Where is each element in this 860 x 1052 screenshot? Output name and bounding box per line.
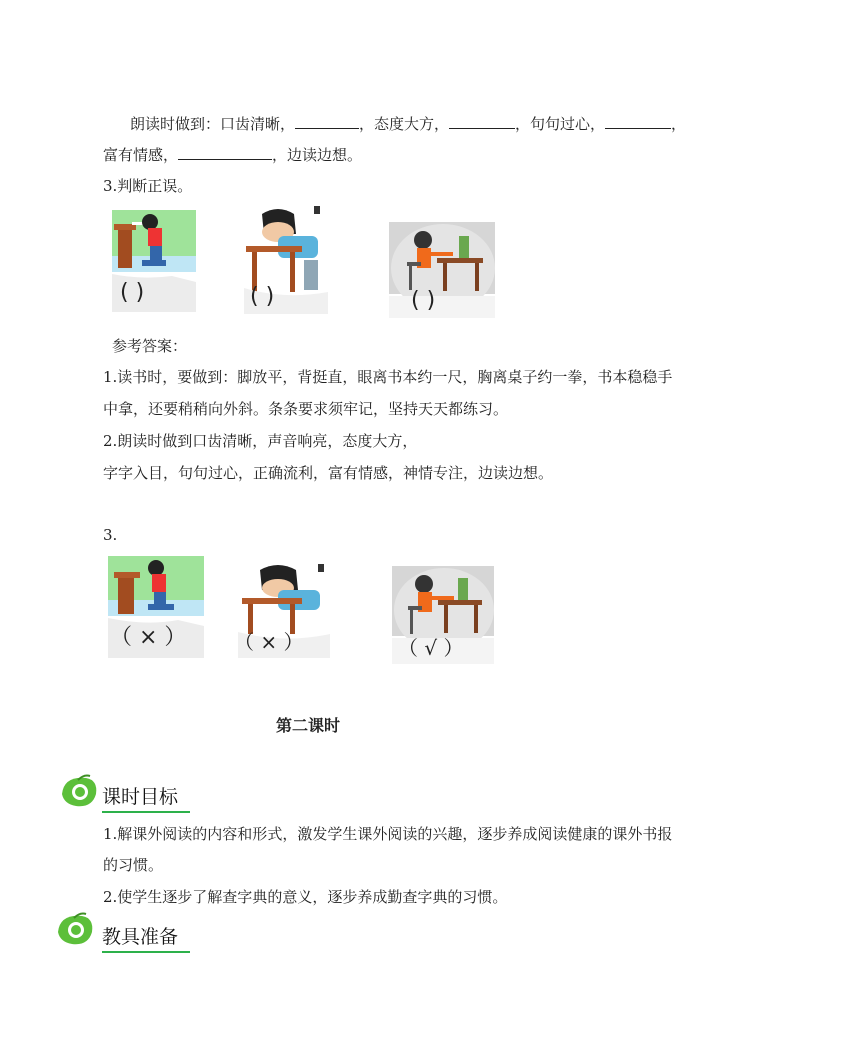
answer-1-line-1: 1.读书时，要做到：脚放平，背挺直，眼离书本约一尺，胸离桌子约一拳，书本稳稳手 xyxy=(103,368,673,386)
q2-text: ，句句过心， xyxy=(515,115,606,133)
lesson-title: 第二课时 xyxy=(276,716,341,735)
prep-heading-text: 教具准备 xyxy=(102,926,179,948)
answer-picture-boy-slouching xyxy=(234,562,330,658)
leaf-icon xyxy=(56,912,96,948)
leaf-logo-icon xyxy=(56,912,96,952)
answer-picture-boy-kneeling xyxy=(108,556,204,658)
objective-1-line-1: 1.解课外阅读的内容和形式，激发学生课外阅读的兴趣，逐步养成阅读健康的课外书报 xyxy=(103,825,673,843)
objectives-heading xyxy=(102,782,178,809)
picture-boy-upright xyxy=(389,222,495,318)
q2-text: ，边读边想。 xyxy=(272,146,363,164)
q2-text: ， xyxy=(671,115,687,133)
answer-blank[interactable] xyxy=(178,145,272,160)
answers-heading: 参考答案： xyxy=(112,337,188,355)
q3-title: 3.判断正误。 xyxy=(103,177,193,195)
leaf-icon xyxy=(60,774,100,810)
q2-text: 富有情感， xyxy=(103,146,179,164)
picture-boy-slouching xyxy=(244,204,328,314)
answer-mark: （ × ） xyxy=(110,625,187,650)
answer-3-label: 3. xyxy=(103,526,118,544)
answer-2-line-2: 字字入目，句句过心，正确流利，富有情感，神情专注，边读边想。 xyxy=(103,464,554,482)
heading-underline xyxy=(102,951,190,953)
answer-blank[interactable] xyxy=(295,114,359,129)
q2-text: ，态度大方， xyxy=(359,115,450,133)
q2-text: 朗读时做到：口齿清晰， xyxy=(130,115,296,133)
answer-blank[interactable] xyxy=(605,114,671,129)
answer-mark: （ × ） xyxy=(234,630,304,654)
leaf-logo-icon xyxy=(60,774,100,814)
picture-boy-kneeling xyxy=(112,210,196,312)
answer-1-line-2: 中拿，还要稍稍向外斜。条条要求须牢记，坚持天天都练习。 xyxy=(103,400,509,418)
q2-line-1 xyxy=(130,114,686,134)
answer-blank[interactable] xyxy=(449,114,515,129)
objectives-heading-text: 课时目标 xyxy=(102,786,179,808)
prep-heading xyxy=(102,922,178,949)
heading-underline xyxy=(102,811,190,813)
answer-2-line-1: 2.朗读时做到口齿清晰，声音响亮，态度大方， xyxy=(103,432,418,450)
answer-picture-boy-upright xyxy=(392,566,494,664)
answer-paren[interactable]: ( ) xyxy=(250,284,275,309)
q2-line-2 xyxy=(103,145,362,165)
answer-paren[interactable]: ( ) xyxy=(120,280,145,305)
objective-2: 2.使学生逐步了解查字典的意义，逐步养成勤查字典的习惯。 xyxy=(103,888,508,906)
answer-paren[interactable]: ( ) xyxy=(411,288,436,313)
boy-upright-illustration xyxy=(389,222,495,318)
objective-1-line-2: 的习惯。 xyxy=(103,856,164,874)
answer-mark: （ √ ） xyxy=(398,636,464,660)
